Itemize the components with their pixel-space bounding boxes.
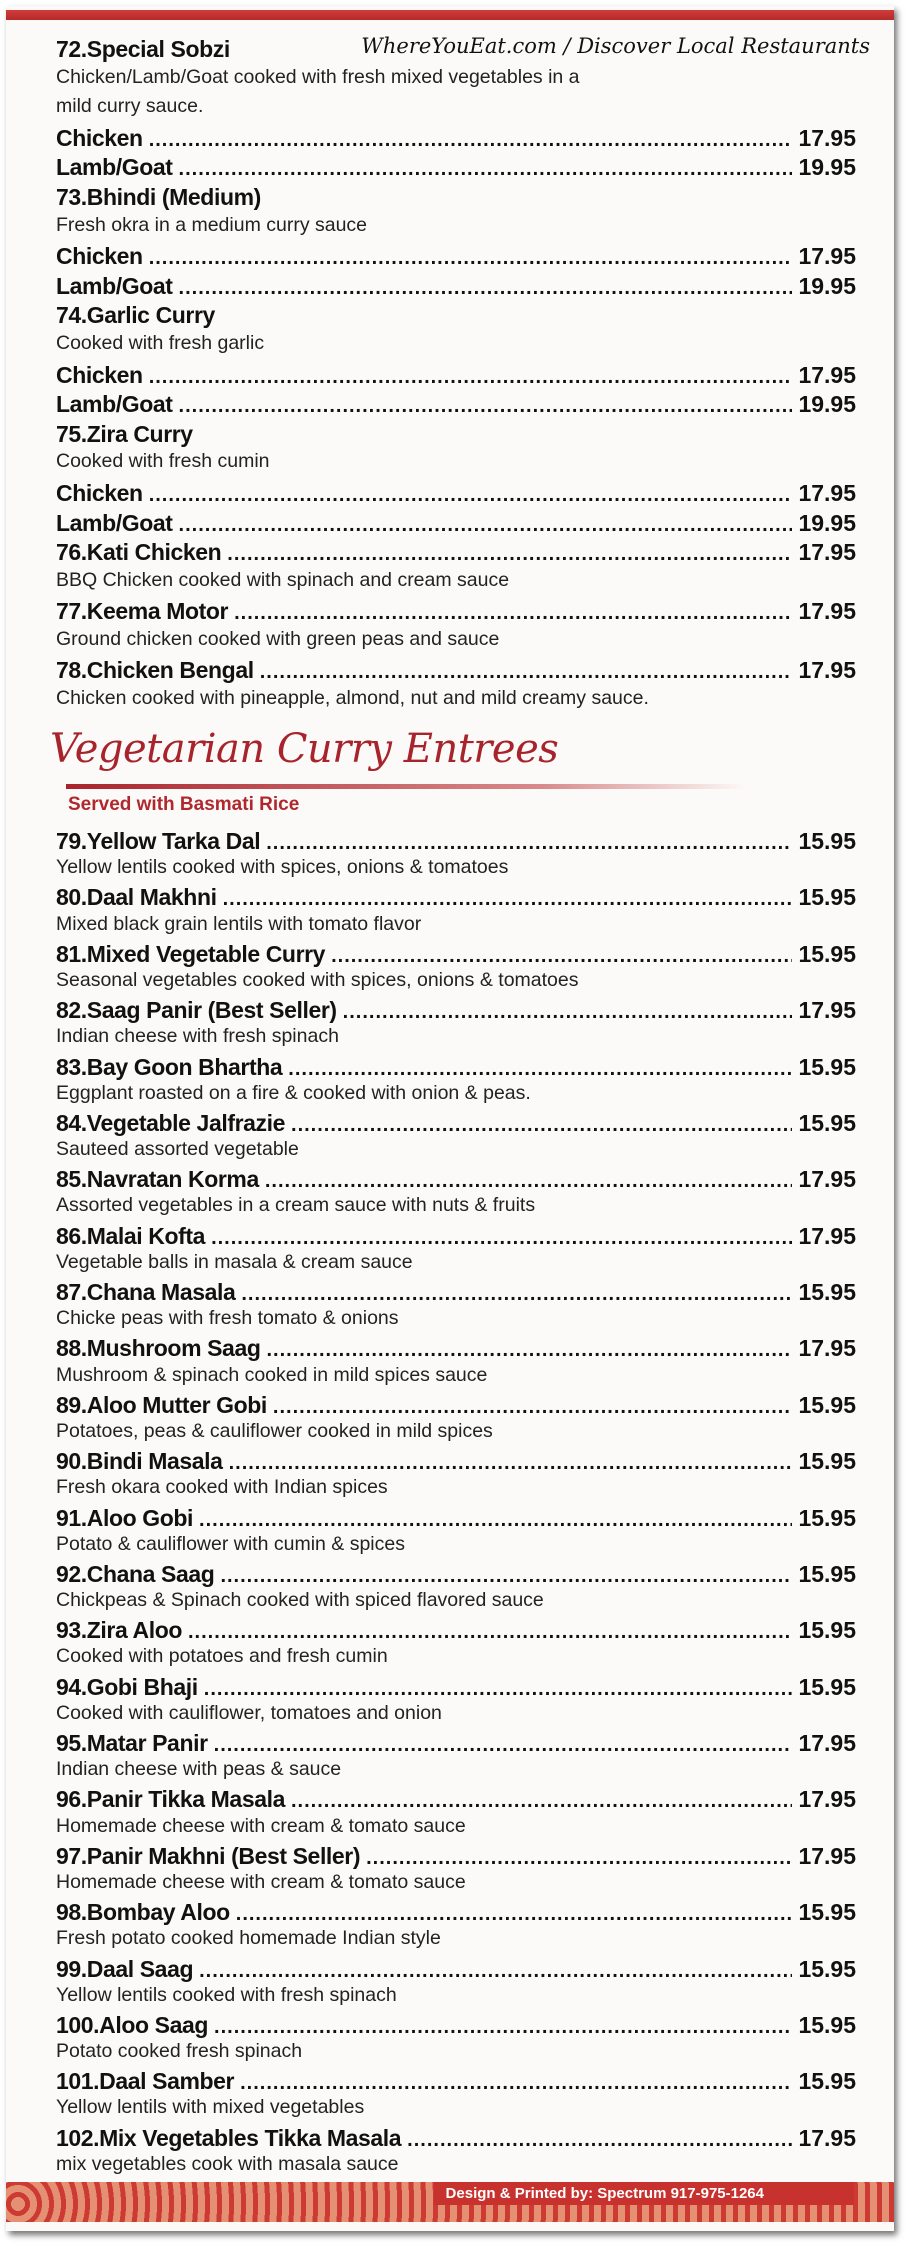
menu-item-title-row <box>56 2012 856 2040</box>
item-title: 86.Malai Kofta <box>56 1222 206 1249</box>
dot-leader <box>179 158 793 181</box>
item-price: 15.95 <box>798 2068 856 2095</box>
item-description-row <box>56 66 856 96</box>
dot-leader <box>291 1114 792 1137</box>
item-description-row <box>56 1364 856 1392</box>
item-price: 15.95 <box>798 1955 856 1982</box>
item-description-row <box>56 1307 856 1335</box>
item-description: mix vegetables cook with masala sauce <box>56 2152 399 2175</box>
item-price: 17.95 <box>798 1166 856 1193</box>
item-description: Potato cooked fresh spinach <box>56 2040 303 2063</box>
dot-leader <box>179 395 793 418</box>
item-description-row <box>56 1420 856 1448</box>
item-description-row <box>56 569 856 599</box>
dot-leader <box>188 1621 792 1644</box>
item-description-row <box>56 969 856 997</box>
item-price: 17.95 <box>798 997 856 1024</box>
menu-item-title-row <box>56 1617 856 1645</box>
item-description-row <box>56 1025 856 1053</box>
item-title: Lamb/Goat <box>56 272 173 299</box>
item-description: Eggplant roasted on a fire & cooked with onion & peas. <box>56 1081 531 1104</box>
item-title: 74.Garlic Curry <box>56 302 215 329</box>
menu-item-title-row <box>56 941 856 969</box>
dot-leader <box>179 277 793 300</box>
menu-item-title-row <box>56 1674 856 1702</box>
menu-item-title-row <box>56 1335 856 1363</box>
dot-leader <box>331 945 792 968</box>
item-price: 19.95 <box>798 272 856 299</box>
top-border <box>6 10 894 20</box>
item-description-row <box>56 687 856 717</box>
item-price: 15.95 <box>798 1617 856 1644</box>
menu-item-title-row <box>56 1786 856 1814</box>
dot-leader <box>227 543 792 566</box>
item-price: 15.95 <box>798 884 856 911</box>
item-title: 81.Mixed Vegetable Curry <box>56 940 326 967</box>
dot-leader <box>199 1960 792 1983</box>
item-description: Yellow lentils cooked with spices, onions & tomatoes <box>56 856 509 879</box>
item-description: Indian cheese with fresh spinach <box>56 1025 339 1048</box>
item-price: 15.95 <box>798 828 856 854</box>
dot-leader <box>288 1058 792 1081</box>
item-description-row <box>56 1533 856 1561</box>
price-option-row <box>56 510 856 540</box>
item-price: 19.95 <box>798 154 856 181</box>
item-title: 91.Aloo Gobi <box>56 1504 194 1531</box>
item-title: Chicken <box>56 124 143 151</box>
price-option-row <box>56 362 856 392</box>
item-title: 76.Kati Chicken <box>56 539 222 566</box>
menu-item-title-row <box>56 1054 856 1082</box>
menu-item-title-row <box>56 36 856 66</box>
menu-item-title-row <box>56 539 856 569</box>
item-price: 15.95 <box>798 1504 856 1531</box>
item-description: Cooked with cauliflower, tomatoes and onion <box>56 1701 442 1724</box>
menu-item-title-row <box>56 828 856 856</box>
dot-leader <box>149 366 793 389</box>
item-title: Lamb/Goat <box>56 509 173 536</box>
item-price: 17.95 <box>798 361 856 388</box>
item-title: 98.Bombay Aloo <box>56 1899 230 1926</box>
item-title: Lamb/Goat <box>56 154 173 181</box>
item-title: 88.Mushroom Saag <box>56 1335 261 1362</box>
item-title: Chicken <box>56 243 143 270</box>
dot-leader <box>149 247 793 270</box>
price-option-row <box>56 391 856 421</box>
dot-leader <box>273 1396 793 1419</box>
item-description-row <box>56 1251 856 1279</box>
menu-item-title-row <box>56 2125 856 2153</box>
menu-item-title-row <box>56 1505 856 1533</box>
menu-item-title-row <box>56 1730 856 1758</box>
price-option-row <box>56 154 856 184</box>
menu-item-title-row <box>56 1223 856 1251</box>
dot-leader <box>220 1565 792 1588</box>
heading-rule <box>66 784 746 789</box>
dot-leader <box>236 1903 793 1926</box>
dot-leader <box>149 129 793 152</box>
item-title: 78.Chicken Bengal <box>56 657 254 684</box>
item-title: 100.Aloo Saag <box>56 2011 209 2038</box>
item-description: Fresh okra in a medium curry sauce <box>56 213 368 236</box>
item-description: Chicken cooked with pineapple, almond, nut and mild creamy sauce. <box>56 687 649 710</box>
item-description-row <box>56 1758 856 1786</box>
item-description-row <box>56 95 856 125</box>
item-description-row <box>56 1589 856 1617</box>
item-title: 93.Zira Aloo <box>56 1617 182 1644</box>
item-price: 17.95 <box>798 657 856 684</box>
menu-item-title-row <box>56 884 856 912</box>
item-description-row <box>56 450 856 480</box>
item-title: 102.Mix Vegetables Tikka Masala <box>56 2124 402 2151</box>
menu-item-title-row <box>56 598 856 628</box>
item-description-row <box>56 913 856 941</box>
item-description-row <box>56 2153 856 2181</box>
dot-leader <box>149 484 793 507</box>
dot-leader <box>229 1452 793 1475</box>
item-description-row <box>56 1815 856 1843</box>
item-price: 15.95 <box>798 1053 856 1080</box>
item-description-row <box>56 2040 856 2068</box>
dot-leader <box>265 1170 793 1193</box>
dot-leader <box>407 2129 792 2152</box>
item-description: Homemade cheese with cream & tomato sauce <box>56 1870 466 1893</box>
item-title: 90.Bindi Masala <box>56 1448 223 1475</box>
item-description: Yellow lentils with mixed vegetables <box>56 2096 365 2119</box>
item-description: Chicke peas with fresh tomato & onions <box>56 1307 399 1330</box>
item-description: Homemade cheese with cream & tomato sauce <box>56 1814 466 1837</box>
item-description-row <box>56 1082 856 1110</box>
item-description: Cooked with fresh cumin <box>56 450 270 473</box>
item-title: 84.Vegetable Jalfrazie <box>56 1109 286 1136</box>
item-price: 15.95 <box>798 1899 856 1926</box>
price-option-row <box>56 243 856 273</box>
menu-item-title-row <box>56 1392 856 1420</box>
item-title: 99.Daal Saag <box>56 1955 194 1982</box>
item-price: 17.95 <box>798 1842 856 1869</box>
item-description-row <box>56 1702 856 1730</box>
menu-item-title-row <box>56 1899 856 1927</box>
item-description-row <box>56 628 856 658</box>
dot-leader <box>267 1339 793 1362</box>
price-option-row <box>56 125 856 155</box>
dot-leader <box>179 514 793 537</box>
item-price: 17.95 <box>798 2124 856 2151</box>
item-price: 17.95 <box>798 243 856 270</box>
dot-leader <box>241 1283 792 1306</box>
item-title: 82.Saag Panir (Best Seller) <box>56 997 337 1024</box>
menu-item-title-row <box>56 1956 856 1984</box>
dot-leader <box>266 832 792 855</box>
item-title: 80.Daal Makhni <box>56 884 217 911</box>
item-description: Seasonal vegetables cooked with spices, onions & tomatoes <box>56 968 579 991</box>
menu-item-title-row <box>56 1448 856 1476</box>
item-description: Mixed black grain lentils with tomato flavor <box>56 912 422 935</box>
dot-leader <box>366 1847 792 1870</box>
item-price: 17.95 <box>798 1786 856 1813</box>
dot-leader <box>214 1734 793 1757</box>
item-description: Sauteed assorted vegetable <box>56 1138 299 1161</box>
item-price: 17.95 <box>798 1335 856 1362</box>
vegetarian-items-list <box>56 828 856 2181</box>
dot-leader <box>343 1001 793 1024</box>
item-title: 83.Bay Goon Bhartha <box>56 1053 283 1080</box>
dot-leader <box>291 1790 792 1813</box>
item-description: Potatoes, peas & cauliflower cooked in mild spices <box>56 1419 493 1442</box>
item-description-row <box>56 1645 856 1673</box>
item-price: 17.95 <box>798 1222 856 1249</box>
dot-leader <box>204 1678 793 1701</box>
item-title: 94.Gobi Bhaji <box>56 1673 198 1700</box>
item-title: 97.Panir Makhni (Best Seller) <box>56 1842 361 1869</box>
item-title: 72.Special Sobzi <box>56 36 230 62</box>
menu-item-title-row <box>56 1561 856 1589</box>
item-price: 17.95 <box>798 539 856 566</box>
item-description-row <box>56 2096 856 2124</box>
item-description-row <box>56 214 856 244</box>
menu-item-title-row <box>56 302 856 332</box>
price-option-row <box>56 480 856 510</box>
item-price: 15.95 <box>798 1560 856 1587</box>
dot-leader <box>199 1509 792 1532</box>
section-heading: Vegetarian Curry Entrees <box>50 726 559 772</box>
item-description: Fresh okara cooked with Indian spices <box>56 1476 388 1499</box>
item-price: 15.95 <box>798 1109 856 1136</box>
item-price: 15.95 <box>798 1448 856 1475</box>
item-price: 17.95 <box>798 1730 856 1756</box>
item-description: BBQ Chicken cooked with spinach and cream sauce <box>56 568 510 591</box>
item-description-row <box>56 1927 856 1955</box>
item-title: 87.Chana Masala <box>56 1279 236 1305</box>
item-price: 15.95 <box>798 1279 856 1305</box>
item-title: 85.Navratan Korma <box>56 1166 259 1193</box>
item-description: Chicken/Lamb/Goat cooked with fresh mixed vegetables in a <box>56 65 580 88</box>
item-price: 19.95 <box>798 509 856 536</box>
menu-item-title-row <box>56 657 856 687</box>
section-subheading: Served with Basmati Rice <box>68 794 300 815</box>
dot-leader <box>260 661 793 684</box>
curry-items-list <box>56 36 856 717</box>
item-price: 17.95 <box>798 598 856 625</box>
item-price: 15.95 <box>798 1391 856 1418</box>
item-description-row <box>56 1476 856 1504</box>
item-title: 101.Daal Samber <box>56 2068 235 2095</box>
menu-item-title-row <box>56 421 856 451</box>
menu-item-title-row <box>56 2068 856 2096</box>
printer-credit: Design & Printed by: Spectrum 917-975-1264 <box>434 2182 854 2205</box>
item-description: Fresh potato cooked homemade Indian style <box>56 1927 441 1950</box>
dot-leader <box>214 2016 792 2039</box>
item-title: 79.Yellow Tarka Dal <box>56 828 261 854</box>
item-description: Vegetable balls in masala & cream sauce <box>56 1250 413 1273</box>
item-description: Yellow lentils cooked with fresh spinach <box>56 1983 397 2006</box>
menu-item-title-row <box>56 184 856 214</box>
item-title: Lamb/Goat <box>56 391 173 418</box>
item-description-row <box>56 332 856 362</box>
item-price: 15.95 <box>798 1673 856 1700</box>
menu-page <box>6 6 894 2231</box>
item-price: 15.95 <box>798 940 856 967</box>
dot-leader <box>223 888 793 911</box>
item-description: Ground chicken cooked with green peas and sauce <box>56 627 500 650</box>
menu-item-title-row <box>56 1279 856 1307</box>
item-description-row <box>56 1194 856 1222</box>
item-description-row <box>56 1138 856 1166</box>
item-description: Cooked with fresh garlic <box>56 331 265 354</box>
item-description: Assorted vegetables in a cream sauce with nuts & fruits <box>56 1194 536 1217</box>
item-title: 73.Bhindi (Medium) <box>56 183 261 210</box>
item-description-row <box>56 1984 856 2012</box>
menu-item-title-row <box>56 1166 856 1194</box>
dot-leader <box>211 1227 792 1250</box>
menu-item-title-row <box>56 1843 856 1871</box>
menu-item-title-row <box>56 997 856 1025</box>
item-description-row <box>56 856 856 884</box>
item-title: 89.Aloo Mutter Gobi <box>56 1391 267 1418</box>
item-title: 92.Chana Saag <box>56 1560 215 1587</box>
item-title: 77.Keema Motor <box>56 598 229 625</box>
item-description: Mushroom & spinach cooked in mild spices sauce <box>56 1363 488 1386</box>
item-description: Cooked with potatoes and fresh cumin <box>56 1645 388 1668</box>
item-description: Chickpeas & Spinach cooked with spiced flavored sauce <box>56 1589 544 1612</box>
item-title: 75.Zira Curry <box>56 420 193 447</box>
item-price: 17.95 <box>798 479 856 506</box>
dot-leader <box>234 602 792 625</box>
price-option-row <box>56 273 856 303</box>
item-description: Potato & cauliflower with cumin & spices <box>56 1532 405 1555</box>
item-price: 15.95 <box>798 2011 856 2038</box>
menu-item-title-row <box>56 1110 856 1138</box>
item-title: Chicken <box>56 479 143 506</box>
item-title: 95.Matar Panir <box>56 1730 208 1756</box>
item-price: 17.95 <box>798 124 856 151</box>
item-price: 19.95 <box>798 391 856 418</box>
watermark: WhereYouEat.com / Discover Local Restaurants <box>361 34 870 58</box>
item-description: mild curry sauce. <box>56 95 204 118</box>
item-title: Chicken <box>56 361 143 388</box>
dot-leader <box>240 2072 792 2095</box>
item-description-row <box>56 1871 856 1899</box>
item-title: 96.Panir Tikka Masala <box>56 1786 285 1813</box>
item-description: Indian cheese with peas & sauce <box>56 1758 342 1781</box>
